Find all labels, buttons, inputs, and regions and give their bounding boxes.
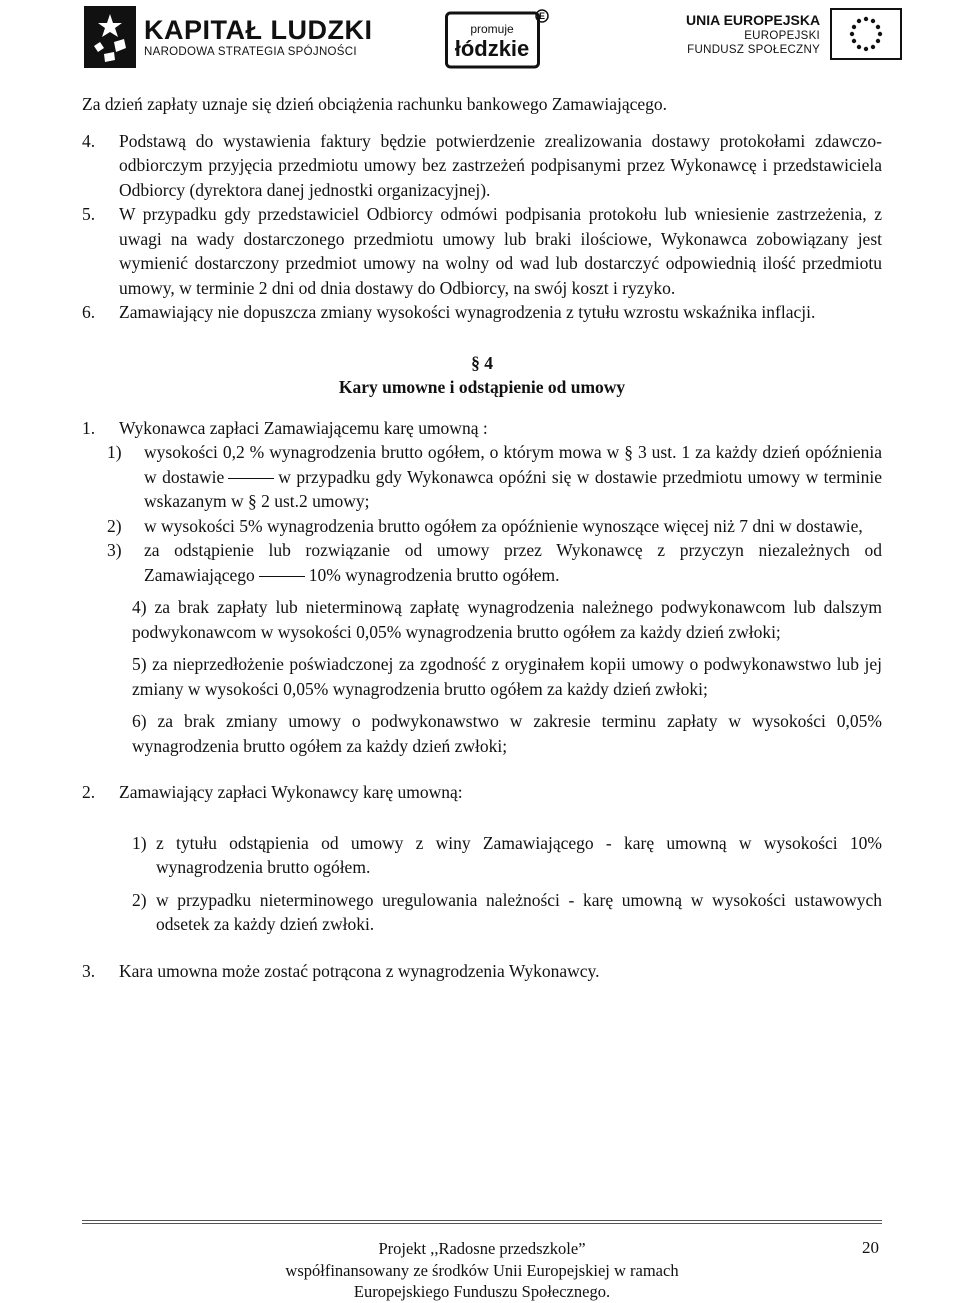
- ue-sub1: EUROPEJSKI: [744, 29, 821, 42]
- sub-text-a: wysokości 0,2 % wynagrodzenia brutto ogółem, o którym mowa w § 3 ust. 1 za każdy dzień opóźnienia w dostawie: [144, 442, 882, 487]
- sub-number: 3): [107, 540, 122, 560]
- footer-line-3: Europejskiego Funduszu Społecznego.: [353, 1282, 611, 1301]
- lodz-main-text: łódzkie: [454, 36, 530, 61]
- ue-title: UNIA EUROPEJSKA: [686, 11, 821, 28]
- em-dash: [259, 576, 305, 577]
- kl-subtitle: NARODOWA STRATEGIA SPÓJNOŚCI: [144, 46, 357, 58]
- sub-number: 2): [107, 515, 122, 536]
- page-footer: [82, 1238, 882, 1303]
- penalty-2-1: [82, 831, 882, 880]
- intro-paragraph: Za dzień zapłaty uznaje się dzień obciążenia rachunku bankowego Zamawiającego.: [82, 94, 667, 114]
- sub-text: w wysokości 5% wynagrodzenia brutto ogółem za opóźnienie wynoszące więcej niż 7 dni w dostawie,: [144, 515, 863, 536]
- footer-line-2: współfinansowany ze środków Unii Europejskiej w ramach: [285, 1260, 679, 1280]
- point-4: [82, 129, 882, 203]
- point-6: [82, 300, 882, 325]
- point-text: Kara umowna może zostać potrącona z wynagrodzenia Wykonawcy.: [119, 960, 600, 981]
- footer-divider: [82, 1220, 882, 1224]
- penalty-1-4: 4) za brak zapłaty lub nieterminową zapłatę wynagrodzenia należnego podwykonawcom lub dalszym podwykonawcom w wysokości 0,05% wynagrodzenia brutto ogółem za każdy dzień zwłoki;: [132, 597, 882, 642]
- point-number: 2.: [82, 782, 96, 802]
- point-text: W przypadku gdy przedstawiciel Odbiorcy odmówi podpisania protokołu lub wniesienie zastrzeżenia, z uwagi na wady dostarczonego przedmiotu umowy lub braki ilościowe, Wykonawca zobowiązany jest wymienić dostarczony przedmiot umowy na wolny od wad lub dostarczyć odpowiednią ilość przedmiotu umowy, w terminie 2 dni od dnia dostawy do Odbiorcy, na swój koszt i ryzyko.: [119, 204, 882, 298]
- page-number: 20: [862, 1238, 879, 1257]
- penalty-2: [82, 780, 882, 805]
- point-text: Wykonawca zapłaci Zamawiającemu karę umowną :: [119, 417, 488, 438]
- section-mark: § 4: [471, 352, 493, 373]
- penalty-1: [82, 416, 882, 441]
- penalty-1-5: 5) za nieprzedłożenie poświadczonej za zgodność z oryginałem kopii umowy o podwykonawstwo lub jej zmiany w wysokości 0,05% wynagrodzenia brutto ogółem za każdy dzień zwłoki;: [132, 654, 882, 699]
- point-text: Podstawą do wystawienia faktury będzie potwierdzenie zrealizowania dostawy protokołami zdawczo-odbiorczym przyjęcia przedmiotu umowy bez zastrzeżeń podpisanymi przez Wykonawcę i przedstawiciela Odbiorcy (dyrektora danej jednostki organizacyjnej).: [119, 130, 882, 200]
- unia-europejska-logo: [686, 8, 902, 60]
- document-body: [82, 92, 882, 983]
- point-5: [82, 202, 882, 300]
- penalty-2-2: [82, 888, 882, 937]
- svg-text:E: E: [538, 11, 546, 21]
- em-dash: [228, 478, 274, 479]
- lodz-top-text: promuje: [470, 22, 514, 36]
- page-header: [0, 0, 960, 80]
- penalty-1-3: [82, 538, 882, 587]
- section-title: Kary umowne i odstąpienie od umowy: [338, 377, 626, 397]
- sub-number: 2): [132, 889, 147, 910]
- kl-title: KAPITAŁ LUDZKI: [144, 15, 373, 45]
- sub-text-a: za odstąpienie lub rozwiązanie od umowy przez Wykonawcę z przyczyn niezależnych od Zamawiającego: [144, 540, 882, 585]
- footer-line-1: Projekt ,,Radosne przedszkole”: [378, 1239, 586, 1258]
- sub-number: 1): [132, 832, 147, 853]
- penalty-1-6: 6) za brak zmiany umowy o podwykonawstwo w zakresie terminu zapłaty w wysokości 0,05% wynagrodzenia brutto ogółem za każdy dzień zwłoki;: [132, 711, 882, 756]
- penalty-3: [82, 959, 882, 984]
- kapital-ludzki-emblem-icon: [84, 6, 136, 68]
- point-number: 6.: [82, 302, 96, 322]
- point-number: 5.: [82, 204, 96, 224]
- point-number: 3.: [82, 960, 96, 981]
- sub-text-b: w przypadku gdy Wykonawca opóźni się w dostawie przedmiotu umowy w terminie wskazanym w § 2 ust.2 umowy;: [144, 466, 882, 511]
- sub-number: 1): [107, 442, 122, 462]
- kapital-ludzki-logo: [84, 6, 372, 68]
- penalty-1-1: [82, 440, 882, 514]
- sub-text-b: 10% wynagrodzenia brutto ogółem.: [308, 564, 560, 585]
- eu-flag-icon: [830, 8, 902, 60]
- point-number: 4.: [82, 130, 96, 151]
- point-text: Zamawiający nie dopuszcza zmiany wysokości wynagrodzenia z tytułu wzrostu wskaźnika inflacji.: [119, 302, 816, 322]
- promuje-lodzkie-logo: [445, 8, 551, 70]
- ue-sub2: FUNDUSZ SPOŁECZNY: [687, 43, 821, 56]
- penalty-1-2: [82, 514, 882, 539]
- point-text: Zamawiający zapłaci Wykonawcy karę umowną:: [119, 782, 463, 802]
- sub-text: w przypadku nieterminowego uregulowania należności - karę umowną w wysokości ustawowych odsetek za każdy dzień zwłoki.: [156, 889, 882, 934]
- point-number: 1.: [82, 417, 96, 438]
- sub-text: z tytułu odstąpienia od umowy z winy Zamawiającego - karę umowną w wysokości 10% wynagrodzenia brutto ogółem.: [156, 832, 882, 877]
